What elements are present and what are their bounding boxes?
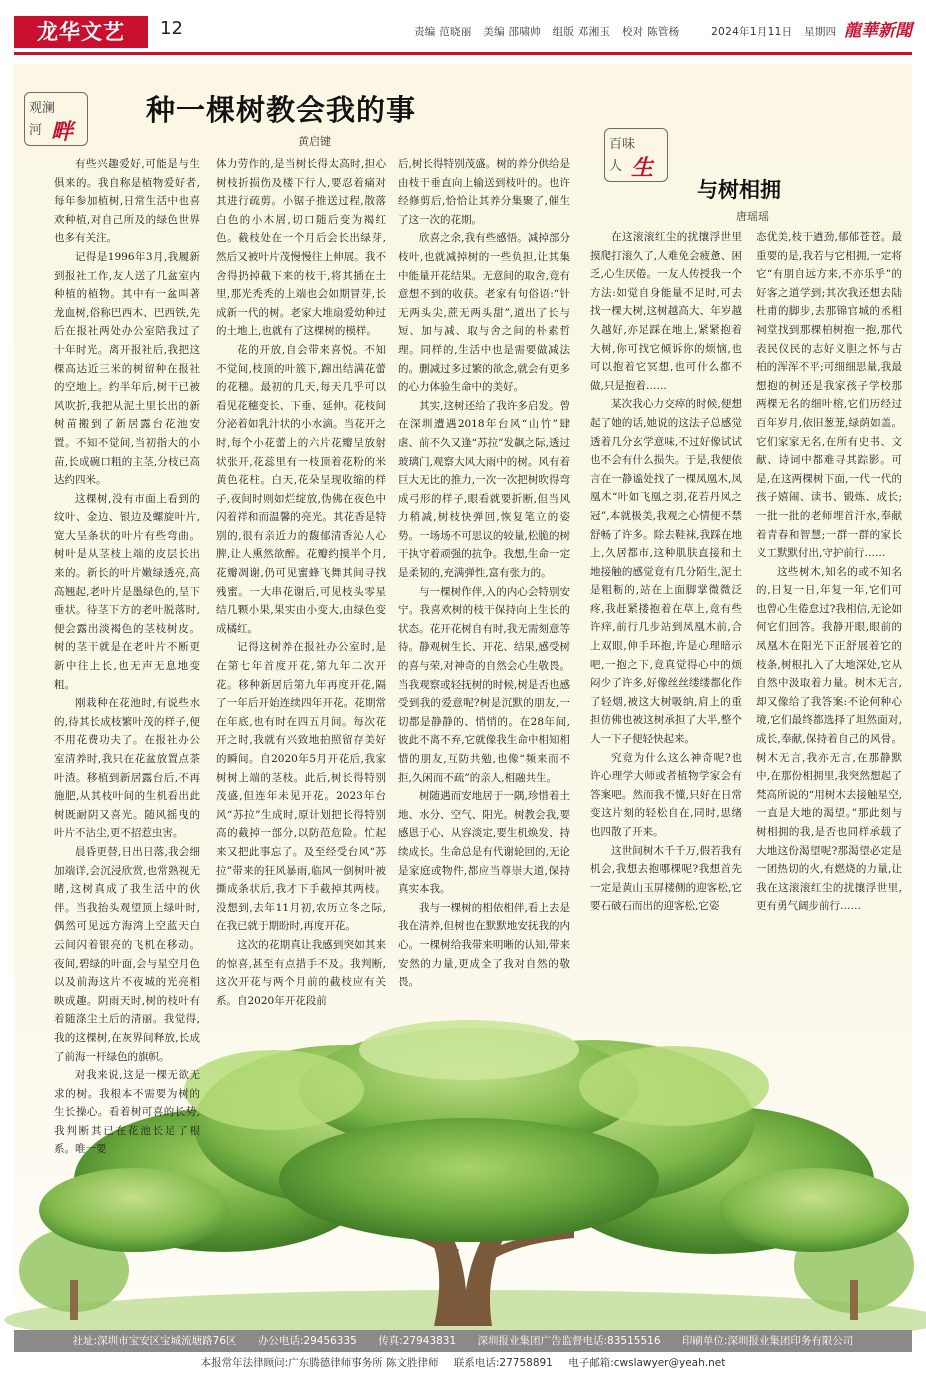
paragraph: 在这滚滚红尘的扰攘浮世里摸爬打滚久了,人难免会疲惫、困乏,心生厌倦。一友人传授我一个方法:如觉自身能量不足时,可去找一棵大树,这树越高大、年岁越久越好,亦足踩在地上,紧紧抱着大树,你可找它倾诉你的烦恼,也可以抱着它冥想,也可什么都不做,只是抱着…… (590, 231, 742, 392)
stamp-accent: 生 (631, 155, 654, 181)
article1-column-3 (398, 155, 570, 1025)
stamp-line1: 观澜 (29, 101, 56, 116)
masthead-logo: 龍華新聞 (844, 21, 912, 41)
issue-date: 2024年1月11日 (711, 26, 793, 38)
footer-office-phone: 办公电话:29456335 (257, 1335, 357, 1347)
article1-title: 种一棵树教会我的事 (146, 93, 417, 127)
article1-author: 黄启键 (298, 135, 331, 148)
footer-fax: 传真:27943831 (378, 1335, 457, 1347)
paragraph: 树随遇而安地居于一隅,珍惜着土地、水分、空气、阳光。树教会我,要感恩于心、从容淡定,要生机焕发、持续成长。生命总是有代谢轮回的,无论是家庭或物件,都应当尊崇大道,保持真实本我。 (398, 790, 570, 896)
stamp-line1: 百味 (609, 137, 636, 152)
page-number: 12 (160, 18, 183, 39)
paragraph: 我与一棵树的相依相伴,看上去是我在清养,但树也在默默地安抚我的内心。一棵树给我带来明晰的认知,带来安然的力量,更成全了我对自然的敬畏。 (398, 901, 570, 989)
credit-layout: 组版 邓湘玉 (552, 26, 611, 38)
paragraph: 这棵树,没有市面上看到的纹叶、金边、银边及螺旋叶片,宽大呈条状的叶片有些弯曲。树叶是从茎枝上端的皮层长出来的。新长的叶片嫩绿透亮,高高翘起,老叶片是墨绿色的,呈下垂状。待茎下方的老叶脱落时,便会露出淡褐色的茎枝树皮。树的茎干就是在老叶片不断更新中往上长,也无声无息地变粗。 (54, 492, 200, 691)
paragraph: 这次的花期真让我感到突如其来的惊喜,甚至有点措手不及。我判断,这次开花与两个月前的截枝应有关系。自2020年开花段前 (216, 938, 386, 1007)
paragraph: 这些树木,知名的或不知名的,日复一日,年复一年,它们可也曾心生倦怠过?我相信,无论如何它们回答。我静开眼,眼前的凤凰木在阳光下正舒展着它的枝条,树根扎入了大地深处,它从自然中汲取着力量。树木无言,却又像给了我答案:不论何种心境,它们最终都选择了坦然面对,成长,奉献,保持着自己的风骨。树木无言,我亦无言,在那静默中,在那份相拥里,我突然想起了梵高所说的“用树木去接触星空,一直是大地的渴望。”那此刻与树相拥的我,是否也同样承载了大地这份渴望呢?那渴望必定是一团热切的火,有燃烧的力量,让我在这滚滚红尘的扰攘浮世里,更有勇气阔步前行…… (756, 565, 902, 913)
section-stamp-guanlan (24, 92, 88, 146)
credit-art-editor: 美编 邵啸帅 (483, 26, 541, 38)
paragraph: 晨昏更替,日出日落,我会细加端详,会沉浸欣赏,也常熟视无睹,这树真成了我生活中的伙伴。当我抬头观望顶上绿叶时,偶然可见远方海湾上空蓝天白云间闪着银亮的飞机在移动。夜间,碧绿的叶面,会与星空月色以及前海这片不夜城的光亮相映成趣。阴雨天时,树的枝叶有着随涤尘土后的清丽。我觉得,我的这棵树,在灰界间释放,长成了前海一杆绿色的旗帜。 (54, 845, 200, 1063)
publisher-info-bar (14, 1330, 912, 1352)
paragraph: 记得这树养在报社办公室时,是在第七年首度开花,第九年二次开花。移种新居后第九年再度开花,隔了一年后开始连续四年开花。花期常在年底,也有时在四五月间。每次花开之时,我就有兴致地拍照留存美好的瞬间。自2020年5月开花后,我家树树上端的茎枝。此后,树长得特别茂盛,但连年未见开花。2023年台风“苏拉”生成时,原计划把长得特别高的截掉一部分,以防范危险。忙起来又把此事忘了。及至经受台风“苏拉”带来的狂风暴雨,临风一倒树叶被撕成条状后,我才下手截掉其两枝。没想到,去年11月初,农历立冬之际,在我已就于期盼时,再度开花。 (216, 641, 386, 933)
footer-ad-hotline: 深圳报业集团广告监督电话:83515516 (477, 1335, 661, 1347)
paragraph: 某次我心力交瘁的时候,便想起了她的话,她说的这法子总感觉透着几分玄学意味,不过好像试试也不会有什么损失。于是,我便依言在一静谧处找了一棵凤凰木,凤凰木“叶如飞凰之羽,花若丹凤之冠”,本就极美,我观之心情便不禁舒畅了许多。除去鞋袜,我踩在地上,久居都市,这种肌肤直接和土地接触的感觉竟有几分陌生,泥土是粗粝的,站在上面脚掌微微泛疼,我赶紧搂抱着在草上,竟有些许痒,前行几步站到凤凰木前,合上双眼,伸手环抱,许是心理暗示吧,一抱之下,竟真觉得心中的烦闷少了许多,好像丝丝缕缕都化作了轻烟,被这大树吸纳,肩上的重担仿佛也被这树承担了大半,整个人一下子便轻快起来。 (590, 398, 742, 746)
article2-title: 与树相拥 (697, 178, 781, 202)
column-name: 龙华文艺 (14, 16, 148, 48)
article2-column-2 (756, 228, 902, 1028)
footer-printer: 印刷单位:深圳报业集团印务有限公司 (681, 1335, 854, 1347)
paragraph: 有些兴趣爱好,可能是与生俱来的。我自称是植物爱好者,每年参加植树,日常生活中也喜欢种植,对自己所及的绿色世界也多有关注。 (54, 158, 200, 245)
stamp-accent: 畔 (51, 119, 74, 145)
paragraph: 刚栽种在花池时,有说些水的,待其长成枝繁叶茂的样子,便不用花费功夫了。在报社办公室清养时,我只在花盆放置点茶叶渣。移植到新居露台后,不再施肥,从其枝叶间的生机看出此树既耐阴又喜光。随风摇曳的叶片不沾尘,更不招惹虫害。 (54, 697, 200, 840)
footer-contact-phone: 联系电话:27758891 (453, 1357, 553, 1369)
paragraph: 态优美,枝干遒劲,郁郁苍苍。最重要的是,我若与它相拥,一定将它“有朋自远方来,不亦乐乎”的好客之道学到;其次我还想去陆杜甫的脚步,去那锦官城的丞相祠堂找到那棵柏树抱一抱,那代表民仪民的志好义胆之怀与古柏的浑浑不平;可细细思量,我最想抱的树还是我家孩子学校那两棵无名的细叶榕,它们历经过百年岁月,依旧葱茏,绿荫如盖。它们家家无名,在所有史书、文献、诗词中都难寻其踪影。可是,在这两棵树下面,一代一代的孩子嬉闹、读书、锻炼、成长;一批一批的老师埋首汗水,奉献着青春和智慧;一群一群的家长义工默默付出,守护前行…… (756, 231, 902, 560)
article1-column-1 (54, 155, 200, 1156)
article2-author: 唐瑶瑶 (736, 210, 769, 223)
footer-address: 社址:深圳市宝安区宝城流塘路76区 (72, 1335, 237, 1347)
stamp-line2: 河 (29, 123, 43, 138)
paragraph: 其实,这树还给了我许多启发。曾在深圳遭遇2018年台风“山竹”肆虐、前不久又逢“苏拉”发飙之际,透过玻璃门,观察大风大雨中的树。风有着巨大无比的推力,一次一次把树吹得弯成弓形的样子,眼看就要折断,但当风力稍减,树枝快弹回,恢复笔立的姿势。一场场不可思议的较量,松脆的树干执守着顽强的抗争。我想,生命一定是柔韧的,充满弹性,富有张力的。 (398, 399, 570, 580)
editorial-credits (414, 24, 844, 39)
section-stamp-baiwei (604, 128, 668, 182)
credit-editor: 责编 范晓丽 (414, 26, 472, 38)
paragraph: 这世间树木千千万,假若我有机会,我想去抱哪棵呢?我想首先一定是黄山玉屏楼侧的迎客松,它要石破石而出的迎客松,它姿 (590, 844, 742, 913)
paragraph: 欣喜之余,我有些感悟。减掉部分枝叶,也就减掉树的一些负担,让其集中能量开花结果。无意间的取舍,竟有意想不到的收获。老家有句俗语:“针无两头尖,蔗无两头甜”,道出了长与短、加与减、取与舍之间的朴素哲理。同样的,生活中也是需要做减法的。删减过多过繁的欲念,就会有更多的心力体验生命中的美好。 (398, 232, 570, 394)
legal-info-bar (14, 1352, 912, 1374)
header-divider (14, 52, 912, 55)
issue-weekday: 星期四 (804, 26, 837, 38)
article2-column-1 (590, 228, 742, 1028)
paragraph: 花的开放,自会带来喜悦。不知不觉间,枝顶的叶簇下,蹿出结满花蕾的花穗。最初的几天,每天几乎可以看见花穗变长、下垂、延伸。花枝间分泌着如乳汁状的小水滴。当花开之时,每个小花蕾上的六片花瓣呈放射状张开,花蕊里有一枝顶着花粉的米黄色花柱。白天,花朵呈现收缩的样子,夜间时则如烂绽放,伪佛在夜色中闪着祥和而温馨的亮光。其花香是特别的,很有亲近力的馥郁清香沁人心脾,让人熏然欲醉。花瓣约摸半个月,花瓣凋谢,仍可见蜜蜂飞舞其间寻找残蜜。一大串花谢后,可见枝头零星结几颗小果,果实由小变大,由绿色变成橘红。 (216, 343, 386, 635)
paragraph: 记得是1996年3月,我履新到报社工作,友人送了几盆室内种植的植物。其中有一盆叫著龙血树,俗称巴西木、巴西铁,先后在报社两处办公室陪我过了十年时光。离开报社后,我把这棵高达近三米的树留种在报社的空地上。约半年后,树干已被风吹折,我把从泥土里长出的新树苗搬到了新居露台花池安置。不知不觉间,当初指大的小苗,长成碗口粗的主茎,分枝已高达约四米。 (54, 250, 200, 487)
paragraph: 后,树长得特别茂盛。树的养分供给是由枝干垂直向上输送到枝叶的。也许经修剪后,恰恰让其养分集聚了,催生了这一次的花期。 (398, 158, 570, 226)
page-header (0, 0, 926, 58)
stamp-line2: 人 (609, 159, 623, 174)
article1-column-2 (216, 155, 386, 1025)
credit-proofreader: 校对 陈管杨 (621, 26, 680, 38)
footer-legal-counsel: 本报常年法律顾问:广东腾德律师事务所 陈文胜律师 (200, 1357, 439, 1369)
footer-email: 电子邮箱:cwslawyer@yeah.net (568, 1357, 726, 1369)
paragraph: 体力劳作的,是当树长得太高时,担心树枝折损伤及楼下行人,要忍着痛对其进行疏剪。小锯子推送过程,散落白色的小木屑,切口随后变为褐红色。截枝处在一个月后会长出绿芽,然后又被叶片茂慢慢往上伸展。我不舍得扔掉截下来的枝干,将其插在土里,那光秃秃的上端也会如期冒芽,长成新一代的树。老家大堆扇爱幼种过的土地上,也就有了这棵树的模样。 (216, 158, 386, 338)
paragraph: 与一棵树作伴,入的内心会特别安宁。我喜欢树的枝干保持向上生长的状态。花开花树自有时,我无需刻意等待。静观树生长、开花、结果,感受树的喜与荣,对神奇的自然会心生敬畏。当我观察或轻抚树的时候,树是否也感受到我的爱意呢?树是沉默的朋友,一切都是静静的、悄悄的。在28年间,彼此不离不弃,它就像我生命中相知相惜的朋友,互防共勉,也像“频来而不拒,久闲而不疏”的亲人,相融共生。 (398, 585, 570, 784)
paragraph: 究竟为什么这么神奇呢?也许心理学大师或者植物学家会有答案吧。然而我不懂,只好在日常变这片刻的轻松自在,同时,思绪也四散了开来。 (590, 751, 742, 838)
paragraph: 对我来说,这是一棵无欲无求的树。我根本不需要为树的生长操心。看着树可喜的长势,我判断其已在花池长足了根系。唯一要 (54, 1069, 200, 1156)
